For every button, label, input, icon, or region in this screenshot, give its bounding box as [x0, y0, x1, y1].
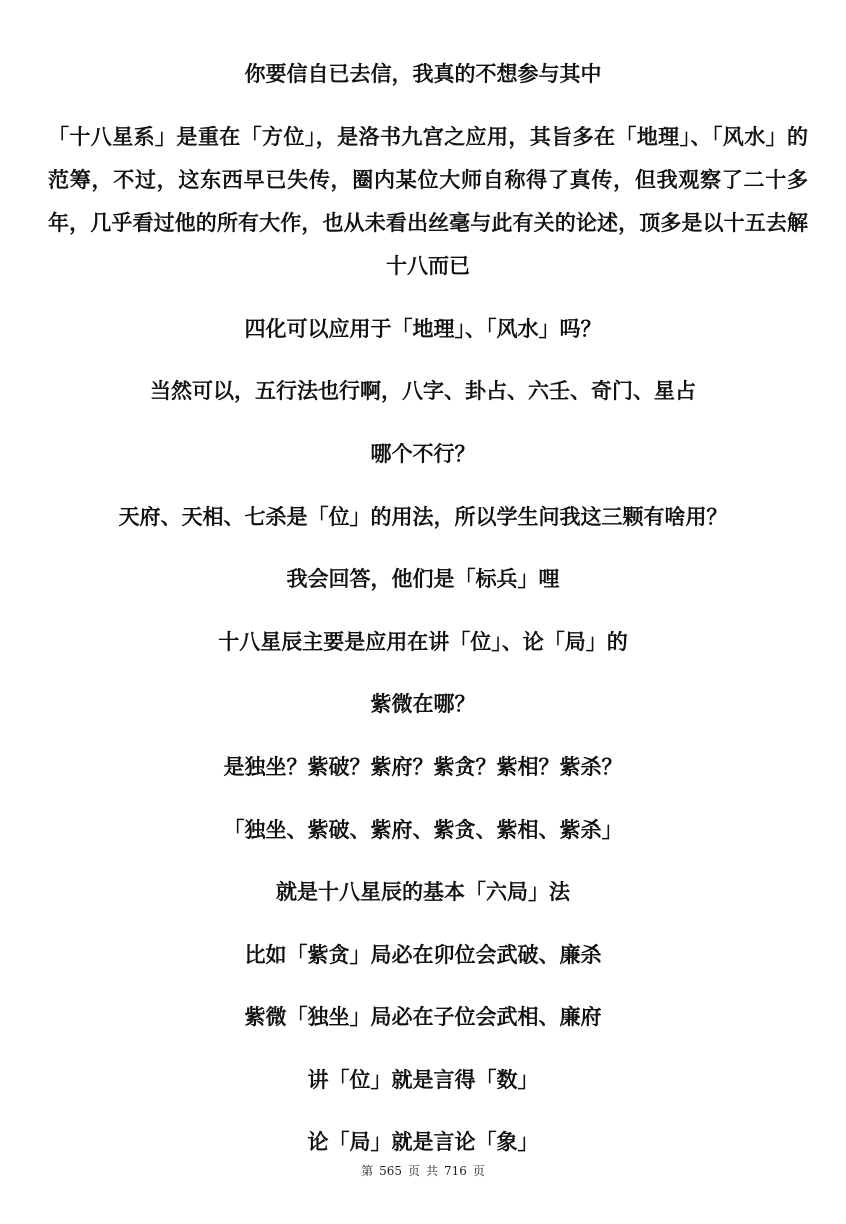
text-line-11: 「独坐、紫破、紫府、紫贪、紫相、紫杀」 — [223, 817, 623, 842]
footer-page-unit: 页 — [407, 1164, 420, 1178]
text-line-4: 当然可以，五行法也行啊，八字、卦占、六壬、奇门、星占 — [150, 378, 696, 403]
footer-prefix: 第 — [361, 1164, 374, 1178]
footer-page-number: 565 — [379, 1164, 402, 1178]
text-line-7: 我会回答，他们是「标兵」哩 — [286, 566, 560, 591]
text-line-12: 就是十八星辰的基本「六局」法 — [276, 879, 570, 904]
text-line-15: 讲「位」就是言得「数」 — [307, 1067, 539, 1092]
text-line-1: 你要信自已去信，我真的不想参与其中 — [244, 61, 602, 86]
text-line-8: 十八星辰主要是应用在讲「位」、论「局」的 — [218, 629, 628, 654]
text-line-16: 论「局」就是言论「象」 — [307, 1129, 539, 1154]
text-line-10: 是独坐？紫破？紫府？紫贪？紫相？紫杀？ — [223, 754, 623, 779]
text-line-13: 比如「紫贪」局必在卯位会武破、廉杀 — [244, 942, 602, 967]
text-line-6: 天府、天相、七杀是「位」的用法，所以学生问我这三颗有啥用？ — [118, 504, 728, 529]
footer-total-unit: 页 — [472, 1164, 485, 1178]
footer-total-pages: 716 — [444, 1164, 467, 1178]
text-line-9: 紫微在哪？ — [370, 691, 476, 716]
text-line-3: 四化可以应用于「地理」、「风水」吗？ — [244, 316, 602, 341]
footer-total-prefix: 共 — [426, 1164, 439, 1178]
page-footer — [0, 1162, 846, 1180]
text-paragraph-shiba-xingxi: 「十八星系」是重在「方位」，是洛书九宫之应用，其旨多在「地理」、「风水」的范筹，不过，这东西早已失传，圈内某位大师自称得了真传，但我观察了二十多年，几乎看过他的所有大作，也从未看出丝毫与此有关的论述，顶多是以十五去解十八而已 — [48, 124, 808, 278]
text-line-5: 哪个不行？ — [370, 441, 476, 466]
text-line-14: 紫微「独坐」局必在子位会武相、廉府 — [244, 1004, 602, 1029]
